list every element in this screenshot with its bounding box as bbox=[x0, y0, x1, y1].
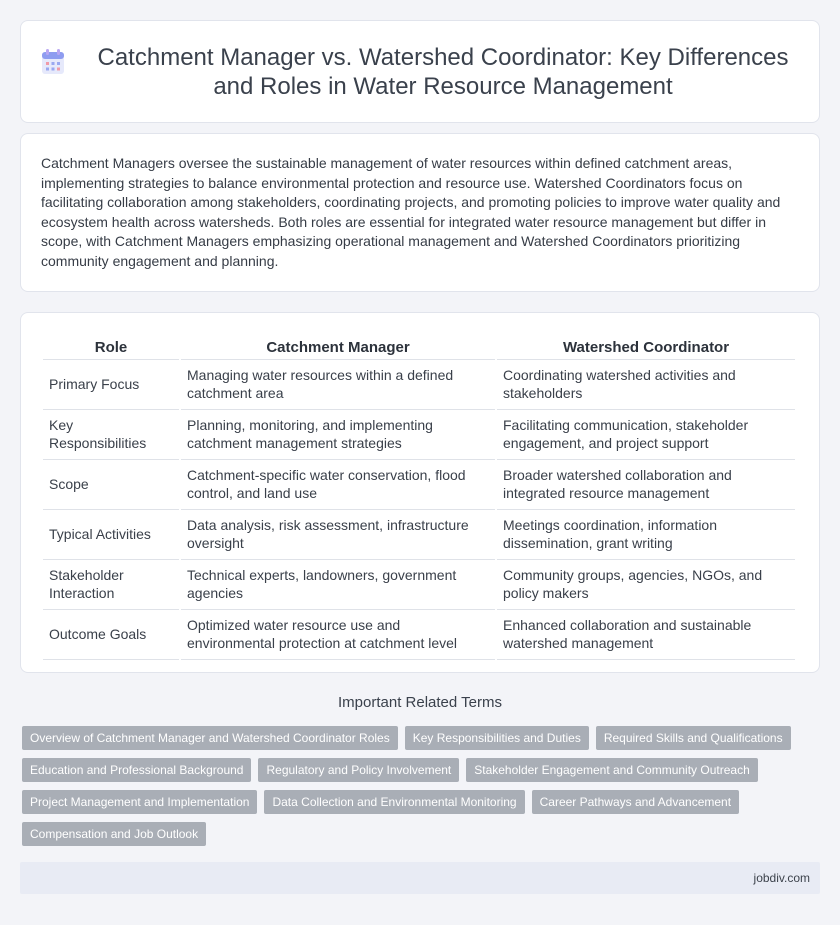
table-row bbox=[43, 410, 795, 460]
row-label: Key Responsibilities bbox=[43, 410, 179, 460]
row-label: Primary Focus bbox=[43, 360, 179, 410]
comparison-table-card bbox=[20, 312, 820, 673]
cell-catchment-manager: Data analysis, risk assessment, infrastructure oversight bbox=[181, 510, 495, 560]
table-row bbox=[43, 510, 795, 560]
intro-card bbox=[20, 133, 820, 292]
cell-watershed-coordinator: Coordinating watershed activities and stakeholders bbox=[497, 360, 795, 410]
related-term-tag[interactable]: Career Pathways and Advancement bbox=[532, 790, 739, 814]
cell-watershed-coordinator: Facilitating communication, stakeholder engagement, and project support bbox=[497, 410, 795, 460]
related-term-tag[interactable]: Stakeholder Engagement and Community Outreach bbox=[466, 758, 758, 782]
cell-catchment-manager: Managing water resources within a defined catchment area bbox=[181, 360, 495, 410]
related-term-tag[interactable]: Data Collection and Environmental Monitoring bbox=[264, 790, 524, 814]
footer-site-link[interactable]: jobdiv.com bbox=[753, 871, 810, 885]
header-watershed-coordinator: Watershed Coordinator bbox=[497, 333, 795, 360]
cell-catchment-manager: Catchment-specific water conservation, flood control, and land use bbox=[181, 460, 495, 510]
calendar-icon bbox=[41, 49, 65, 75]
table-row bbox=[43, 460, 795, 510]
page-title: Catchment Manager vs. Watershed Coordinator: Key Differences and Roles in Water Resource Management bbox=[97, 43, 789, 100]
row-label: Outcome Goals bbox=[43, 610, 179, 660]
cell-catchment-manager: Planning, monitoring, and implementing catchment management strategies bbox=[181, 410, 495, 460]
row-label: Stakeholder Interaction bbox=[43, 560, 179, 610]
row-label: Typical Activities bbox=[43, 510, 179, 560]
cell-catchment-manager: Technical experts, landowners, government agencies bbox=[181, 560, 495, 610]
cell-watershed-coordinator: Enhanced collaboration and sustainable watershed management bbox=[497, 610, 795, 660]
intro-paragraph: Catchment Managers oversee the sustainable management of water resources within defined catchment areas, implementing strategies to balance environmental protection and resource use. Watershed Coordinators focus on facilitating collaboration among stakeholders, coordinating projects, and promoting policies to improve water quality and ecosystem health across watersheds. Both roles are essential for integrated water resource management but differ in scope, with Catchment Managers emphasizing operational management and Watershed Coordinators prioritizing community engagement and planning. bbox=[41, 155, 781, 269]
related-terms-list bbox=[22, 726, 802, 846]
cell-watershed-coordinator: Community groups, agencies, NGOs, and policy makers bbox=[497, 560, 795, 610]
related-term-tag[interactable]: Compensation and Job Outlook bbox=[22, 822, 206, 846]
cell-watershed-coordinator: Broader watershed collaboration and integrated resource management bbox=[497, 460, 795, 510]
table-row bbox=[43, 560, 795, 610]
table-row bbox=[43, 360, 795, 410]
row-label: Scope bbox=[43, 460, 179, 510]
cell-watershed-coordinator: Meetings coordination, information dissemination, grant writing bbox=[497, 510, 795, 560]
comparison-table bbox=[41, 333, 797, 660]
related-term-tag[interactable]: Required Skills and Qualifications bbox=[596, 726, 791, 750]
related-term-tag[interactable]: Project Management and Implementation bbox=[22, 790, 257, 814]
related-terms-title: Important Related Terms bbox=[338, 694, 502, 711]
related-term-tag[interactable]: Regulatory and Policy Involvement bbox=[258, 758, 459, 782]
related-term-tag[interactable]: Key Responsibilities and Duties bbox=[405, 726, 589, 750]
related-term-tag[interactable]: Overview of Catchment Manager and Watershed Coordinator Roles bbox=[22, 726, 398, 750]
header-role: Role bbox=[43, 333, 179, 360]
cell-catchment-manager: Optimized water resource use and environmental protection at catchment level bbox=[181, 610, 495, 660]
header-card bbox=[20, 20, 820, 123]
related-term-tag[interactable]: Education and Professional Background bbox=[22, 758, 251, 782]
footer bbox=[20, 862, 820, 894]
header-catchment-manager: Catchment Manager bbox=[181, 333, 495, 360]
table-header-row bbox=[43, 333, 795, 360]
table-row bbox=[43, 610, 795, 660]
